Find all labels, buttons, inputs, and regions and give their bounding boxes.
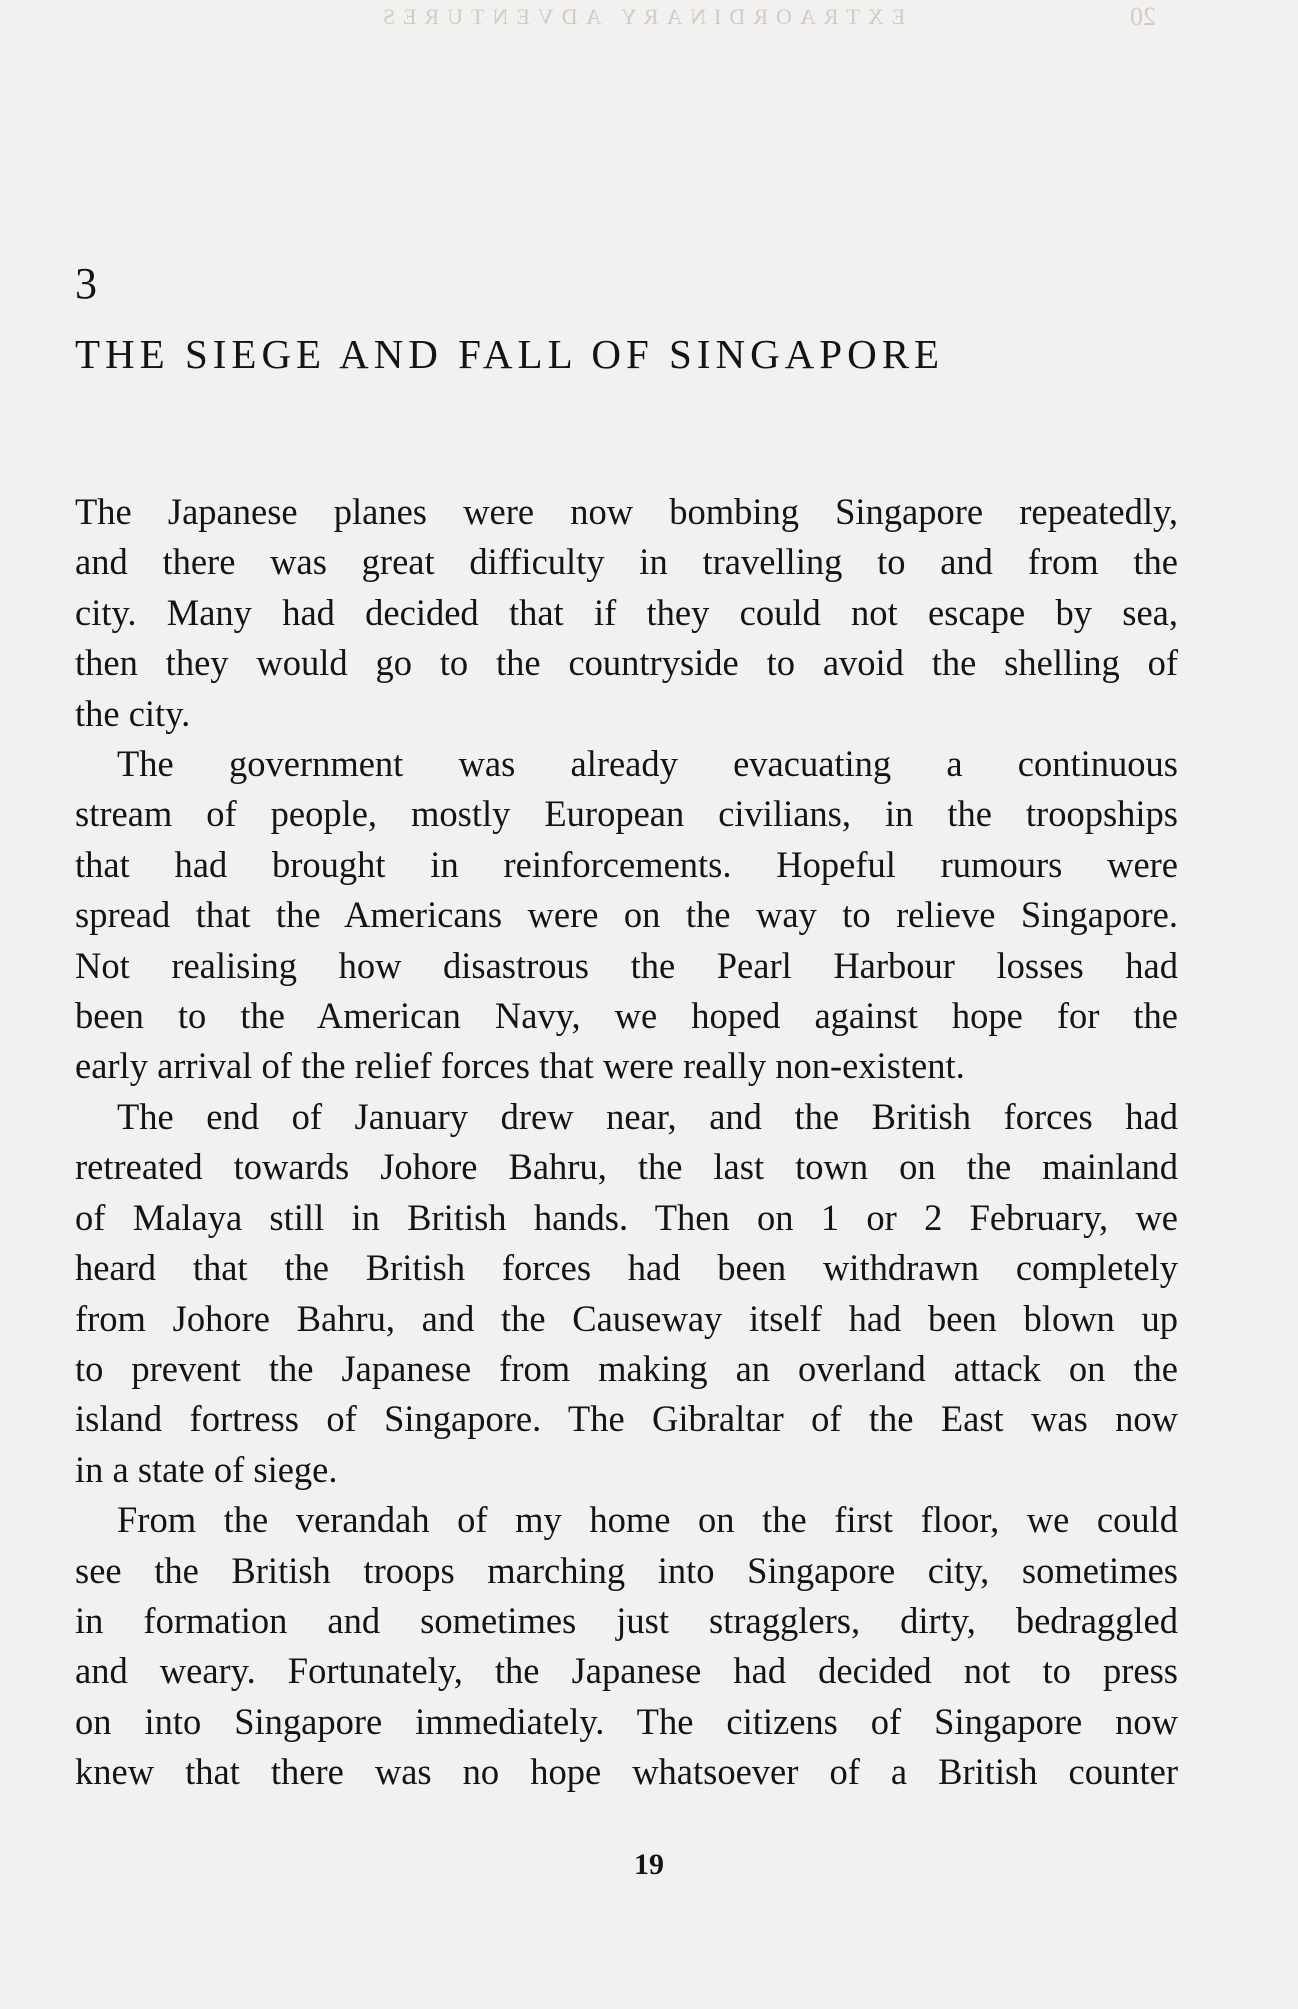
paragraph-line: The Japanese planes were now bombing Singapore repeatedly, bbox=[75, 491, 1178, 532]
page-number: 19 bbox=[634, 1848, 664, 1881]
show-through-page-number: 20 bbox=[1130, 2, 1156, 31]
paragraph-line: stream of people, mostly European civilians, in the troopships bbox=[75, 793, 1178, 835]
paragraph-line: The end of January drew near, and the British forces had bbox=[117, 1095, 1178, 1137]
show-through-header: EXTRAORDINARY ADVENTURES bbox=[374, 4, 906, 29]
paragraph-line: and there was great difficulty in travelling to and from the bbox=[75, 541, 1178, 583]
paragraph-line: from Johore Bahru, and the Causeway itself had been blown up bbox=[75, 1297, 1178, 1339]
paragraph-line: the city. bbox=[75, 692, 191, 734]
paragraph-line: retreated towards Johore Bahru, the last town on the mainland bbox=[75, 1146, 1178, 1188]
paragraph-line: island fortress of Singapore. The Gibraltar of the East was now bbox=[75, 1398, 1178, 1440]
paragraph-line: city. Many had decided that if they could not escape by sea, bbox=[75, 591, 1178, 633]
paragraph-line: see the British troops marching into Singapore city, sometimes bbox=[75, 1549, 1178, 1591]
paragraph-line: early arrival of the relief forces that were really non-existent. bbox=[75, 1045, 965, 1087]
paragraph-line: knew that there was no hope whatsoever of a British counter bbox=[75, 1751, 1178, 1793]
paragraph-line: in a state of siege. bbox=[75, 1448, 338, 1490]
paragraph-line: heard that the British forces had been withdrawn completely bbox=[75, 1247, 1178, 1289]
paragraph-line: The government was already evacuating a continuous bbox=[117, 743, 1178, 785]
paragraph-line: spread that the Americans were on the way to relieve Singapore. bbox=[75, 894, 1178, 936]
chapter-number: 3 bbox=[75, 259, 97, 308]
paragraph-line: on into Singapore immediately. The citizens of Singapore now bbox=[75, 1700, 1178, 1742]
body-text bbox=[75, 487, 1178, 1798]
paragraph-line: then they would go to the countryside to avoid the shelling of bbox=[75, 642, 1178, 684]
paragraph-line: From the verandah of my home on the first floor, we could bbox=[117, 1499, 1178, 1541]
paragraph-line: in formation and sometimes just stragglers, dirty, bedraggled bbox=[75, 1599, 1178, 1641]
paragraph-line: that had brought in reinforcements. Hopeful rumours were bbox=[75, 843, 1178, 885]
chapter-title: THE SIEGE AND FALL OF SINGAPORE bbox=[75, 331, 945, 377]
paragraph-line: been to the American Navy, we hoped against hope for the bbox=[75, 995, 1178, 1037]
paragraph-line: Not realising how disastrous the Pearl Harbour losses had bbox=[75, 944, 1178, 986]
paragraph-line: and weary. Fortunately, the Japanese had decided not to press bbox=[75, 1650, 1178, 1692]
paragraph-line: of Malaya still in British hands. Then on 1 or 2 February, we bbox=[75, 1196, 1178, 1238]
paragraph-line: to prevent the Japanese from making an overland attack on the bbox=[75, 1347, 1178, 1389]
